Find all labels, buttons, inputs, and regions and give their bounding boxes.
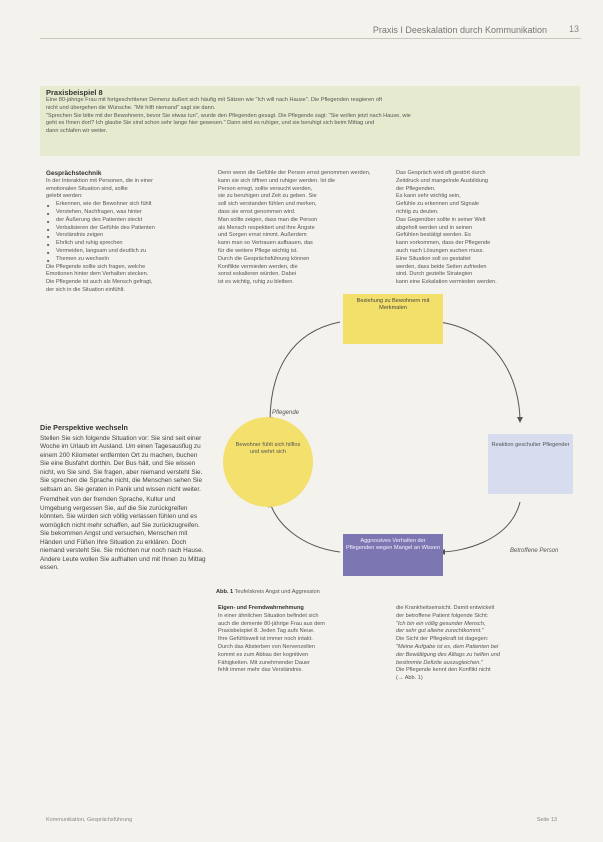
figure-caption	[216, 589, 320, 595]
text-line: für die weitere Pflege wichtig ist.	[218, 247, 298, 254]
bottom-column-1	[218, 605, 388, 675]
text-line: werden, dass beide Seiten zufrieden	[396, 263, 487, 270]
list-item: ■ Erkennen, wie der Bewohner sich fühlt	[56, 201, 211, 209]
text-line: kann eine Eskalation vermieden werden.	[396, 279, 497, 286]
perspective-section	[40, 424, 208, 575]
text-line: auch nach Lösungen suchen muss.	[396, 247, 485, 254]
text-line: dass sie ernst genommen wird.	[218, 208, 296, 215]
column-1	[46, 170, 211, 295]
text-line: ist es wichtig, ruhig zu bleiben.	[218, 279, 294, 286]
text-line: Die Pflegende ist auch als Mensch gefragt,	[46, 279, 153, 286]
list-item: ■ Verbalisieren der Gefühle des Patienten	[56, 225, 211, 233]
cycle-arrow	[440, 502, 520, 552]
caption-prefix: Abb. 1	[216, 589, 234, 595]
section-heading: Die Perspektive wechseln	[40, 423, 128, 432]
text-line: Durch das Absterben von Nervenzellen	[218, 643, 316, 650]
cycle-arrow	[440, 322, 520, 422]
example-text	[46, 97, 571, 136]
node-right-label: Reaktion geschulter Pflegender	[491, 442, 570, 448]
text-line: sind. Durch gezielte Strategien	[396, 271, 473, 278]
footer-left: Kommunikation, Gesprächsführung	[46, 817, 133, 823]
text-line: der sich in die Situation einfühlt.	[46, 286, 125, 293]
text-line: der Pflegenden.	[396, 185, 436, 192]
text-line: Die Pflegende sollte sich fragen, welche	[46, 263, 146, 270]
text-line: (→ Abb. 1)	[396, 675, 423, 682]
text-line: und Sorgen ernst nimmt. Außerdem	[218, 232, 307, 239]
bullet-list	[46, 201, 211, 263]
text-line: Die Sicht der Pflegekraft ist dagegen:	[396, 636, 489, 643]
text-line: Fähigkeiten. Mit zunehmender Dauer	[218, 659, 311, 666]
text-line: der betroffene Patient folgende Sicht:	[396, 612, 489, 619]
list-item: ■ Verständnis zeigen	[56, 232, 211, 240]
text-line: Praxisbeispiel 8. Jeden Tag aufs Neue.	[218, 628, 315, 635]
text-line: emotionalen Situation sind, sollte	[46, 185, 128, 192]
node-bottom-label: Aggressives Verhalten der Pflegenden wegen Mangel an Wissen	[346, 538, 440, 551]
text-line: Das Gespräch wird oft gestört durch	[396, 170, 486, 176]
text-line: Ihre Gefühlswelt ist immer noch intakt.	[218, 636, 313, 643]
text-line: Durch die Gesprächsführung können	[218, 255, 310, 262]
paragraph: Stellen Sie sich folgende Situation vor: Sie sind seit einer Woche im Urlaub im Ausland. Um einen Tagesausflug zu einem 200 Kilometer entfernten Ort zu machen, buchen Sie eine Busfahrt dorthin. Der Bus hält, und Sie wissen nicht, wo Sie sind. Sie fragen, aber niemand versteht Sie. Sie sprechen die Sprache nicht, die Menschen sehen Sie seltsam an. Sie geraten in Panik und wissen nicht weiter.	[40, 434, 203, 493]
text-line: kann vorkommen, dass der Pflegende	[396, 240, 491, 247]
text-line: Gefühle zu erkennen und Signale	[396, 201, 480, 208]
text-line: die Krankheitseinsicht. Damit entwickelt	[396, 605, 495, 611]
text-line: "Ich bin ein völlig gesunder Mensch,	[396, 620, 486, 627]
list-item: ■ Verstehen, Nachfragen, was hinter	[56, 209, 211, 217]
cycle-arrow	[270, 322, 340, 422]
text-line: In einer ähnlichen Situation befindet sich	[218, 612, 319, 619]
column-2	[218, 170, 383, 287]
list-item: ■ Themen zu wechseln	[56, 256, 211, 264]
text-line: abgeholt werden und in seinen	[396, 224, 473, 231]
node-left-label: Bewohner fühlt sich hilflos und wehrt sich	[235, 442, 301, 455]
cycle-diagram	[210, 282, 580, 582]
text-line: Konflikte vermieden werden, die	[218, 263, 298, 270]
text-line: fehlt immer mehr das Verständnis.	[218, 667, 303, 674]
section-heading: Gesprächstechnik	[46, 170, 102, 177]
example-line: "Sprechen Sie bitte mit der Bewohnerin, bevor Sie etwas tun", wurde den Pflegenden gesagt. Die Pflegende sagt: "Sie wollen jetzt nach Hause, wie	[46, 112, 411, 119]
text-line: der sehr gut alleine zurechtkommt."	[396, 628, 484, 635]
footer-right: Seite 13	[536, 817, 557, 823]
example-line: nicht und übergehen die Wünsche. "Mir hilft niemand" sagt sie dann.	[46, 104, 216, 111]
section-heading: Eigen- und Fremdwahrnehmung	[218, 605, 304, 611]
text-line: richtig zu deuten.	[396, 208, 439, 215]
label-left: Pflegende	[272, 410, 300, 416]
header-divider	[40, 38, 581, 39]
text-line: Es kann sehr wichtig sein,	[396, 193, 461, 200]
text-line: sonst eskalieren würden. Dabei	[218, 271, 297, 278]
text-line: auch die demente 80-jährige Frau aus dem	[218, 620, 325, 627]
text-line: Denn wenn die Gefühle der Person ernst genommen werden,	[218, 170, 371, 176]
text-line: In der Interaktion mit Personen, die in einer	[46, 177, 153, 184]
column-3	[396, 170, 566, 287]
example-line: Eine 80-jährige Frau mit fortgeschrittener Demenz äußert sich häufig mit Sätzen wie "Ich will nach Hause". Die Pflegenden reagieren oft	[46, 97, 383, 103]
text-line: Man sollte zeigen, dass man die Person	[218, 216, 318, 223]
text-line: Person erregt, sollte versucht werden,	[218, 185, 313, 192]
example-line: dann schlafen wir weiter.	[46, 128, 108, 135]
example-title: Praxisbeispiel 8	[46, 88, 103, 97]
text-line: sie zu beruhigen und Zeit zu geben. Sie	[218, 193, 317, 200]
text-line: Die Pflegende kennt den Konflikt nicht	[396, 667, 491, 674]
node-top-label: Beziehung zu Bewohnern mit Merkmalen	[356, 298, 430, 311]
example-line: geht es Ihnen dort? Ich glaube Sie sind schon sehr lange hier gewesen." Dann wird es ruhiger, und sie beruhigt sich beim Mittag und	[46, 120, 375, 127]
text-line: Zeitdruck und mangelnde Ausbildung	[396, 177, 489, 184]
running-title: Praxis I Deeskalation durch Kommunikation	[372, 25, 547, 35]
caption-text: Teufelskreis Angst und Aggression	[234, 589, 320, 595]
text-line: "Meine Aufgabe ist es, dem Patienten bei	[396, 643, 499, 650]
text-line: gelebt werden:	[46, 193, 83, 200]
list-item: ■ Ehrlich und ruhig sprechen	[56, 240, 211, 248]
text-line: kann man so Vertrauen aufbauen, das	[218, 240, 313, 247]
text-line: bestimmte Defizite auszugleichen."	[396, 659, 483, 666]
label-right: Betroffene Person	[510, 548, 559, 554]
cycle-arrow	[270, 502, 340, 552]
text-line: Gefühlen bestätigt werden. Es	[396, 232, 471, 239]
paragraph: Fremdheit von der fremden Sprache, Kultur und Umgebung vergessen Sie, auf die Sie zurückgreifen könnten. Sie würden sich völlig verlassen fühlen und es womöglich nicht mehr schaffen, auf Sie zurückzugreifen. Sie bekommen Angst und versuchen, Menschen mit Händen und Füßen Ihre Situation zu erklären. Doch niemand versteht Sie. Sie möchten nur noch nach Hause. Andere Leute wollen Sie aufhalten und mit Ihnen zu Mittag essen.	[40, 496, 206, 571]
text-line: Eine Situation soll so gestaltet	[396, 255, 471, 262]
page-number: 13	[568, 24, 579, 34]
text-line: kann sie sich öffnen und ruhiger werden. Ist die	[218, 177, 336, 184]
list-item: ■ der Äußerung des Patienten steckt	[56, 217, 211, 225]
text-line: Das Gegenüber sollte in seiner Welt	[396, 216, 486, 223]
list-item: ■ Vermeiden, langsam und deutlich zu	[56, 248, 211, 256]
text-line: als Mensch respektiert und ihre Ängste	[218, 224, 315, 231]
text-line: der Bewältigung des Alltags zu helfen und	[396, 651, 500, 658]
bottom-column-2	[396, 605, 566, 683]
text-line: Emotionen hinter dem Verhalten stecken.	[46, 271, 149, 278]
text-line: soll sich verstanden fühlen und merken,	[218, 201, 317, 208]
page-header	[0, 0, 603, 40]
text-line: kommt es zum Abbau der kognitiven	[218, 651, 309, 658]
